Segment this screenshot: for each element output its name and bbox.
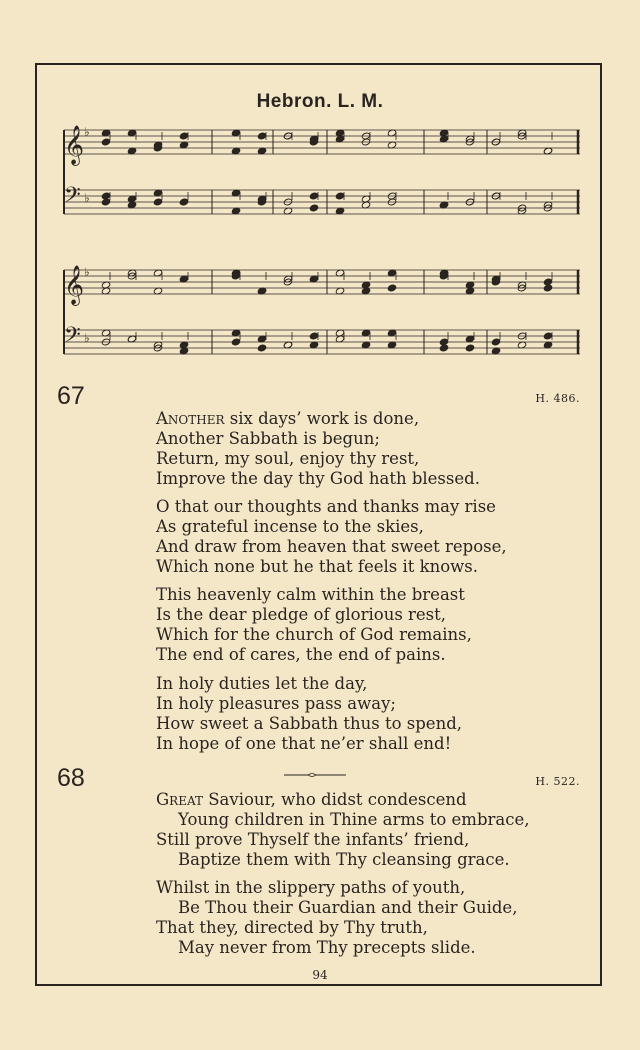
stanza — [156, 497, 507, 577]
note-head — [491, 338, 500, 346]
verse-line — [156, 790, 530, 810]
verse-initial-word: Another — [156, 409, 225, 428]
verse-line: In holy duties let the day, — [156, 674, 368, 693]
verse-line: Baptize them with Thy cleansing grace. — [178, 850, 510, 869]
verse-line: How sweet a Sabbath thus to spend, — [156, 714, 463, 733]
note-head — [309, 332, 318, 340]
verse-line: In holy pleasures pass away; — [156, 694, 396, 713]
verse-line: Which for the church of God remains, — [156, 625, 472, 644]
verse-line: Another Sabbath is begun; — [156, 429, 380, 448]
hymn-number-68: 68 — [57, 764, 85, 792]
stanza — [156, 878, 517, 958]
note-head — [179, 132, 188, 140]
tune-meter: L. M. — [337, 91, 384, 112]
hymn-reference-68: H. 522. — [535, 775, 580, 788]
flat-icon: ♭ — [84, 191, 90, 205]
stanza — [156, 790, 530, 870]
verse-line: Whilst in the slippery paths of youth, — [156, 878, 466, 897]
note-head — [335, 192, 344, 200]
note-head — [179, 198, 188, 206]
verse-line: May never from Thy precepts slide. — [178, 938, 476, 957]
flat-icon: ♭ — [84, 331, 90, 345]
music-score-svg — [60, 122, 585, 224]
ornamental-divider — [284, 773, 346, 777]
music-system-1 — [60, 122, 585, 224]
note-head — [257, 344, 266, 352]
music-system-2 — [60, 262, 585, 364]
music-score-svg — [60, 262, 585, 364]
verse-line: Which none but he that feels it knows. — [156, 557, 479, 576]
verse-line-rest: Saviour, who didst condescend — [203, 790, 467, 809]
flat-icon: ♭ — [84, 125, 90, 139]
verse-line: Improve the day thy God hath blessed. — [156, 469, 480, 488]
note-head — [309, 192, 318, 200]
verse-line: Is the dear pledge of glorious rest, — [156, 605, 447, 624]
bass-clef-icon: 𝄢 — [64, 183, 81, 213]
stanza — [156, 585, 472, 665]
verse-line: The end of cares, the end of pains. — [156, 645, 446, 664]
tune-name: Hebron. — [256, 91, 332, 112]
note-head — [257, 132, 266, 140]
note-head — [153, 198, 162, 206]
stanza — [156, 409, 480, 489]
verse-line: That they, directed by Thy truth, — [156, 918, 428, 937]
note-head — [439, 338, 448, 346]
note-head — [465, 344, 474, 352]
note-head — [309, 204, 318, 212]
tune-title — [0, 91, 640, 113]
hymn-number-67: 67 — [57, 382, 85, 410]
note-head — [231, 338, 240, 346]
verse-line-rest: six days’ work is done, — [224, 409, 420, 428]
verse-line: Return, my soul, enjoy thy rest, — [156, 449, 420, 468]
note-head — [387, 284, 396, 292]
verse-line: This heavenly calm within the breast — [156, 585, 465, 604]
verse-line: In hope of one that ne’er shall end! — [156, 734, 452, 753]
verse-line: Young children in Thine arms to embrace, — [178, 810, 530, 829]
stanza — [156, 674, 462, 754]
hymn-reference-67: H. 486. — [535, 392, 580, 405]
note-head — [543, 284, 552, 292]
note-head — [543, 332, 552, 340]
verse-line: And draw from heaven that sweet repose, — [156, 537, 507, 556]
treble-clef-icon: 𝄞 — [64, 125, 85, 165]
note-head — [101, 138, 110, 146]
verse-line: O that our thoughts and thanks may rise — [156, 497, 496, 516]
verse-line: As grateful incense to the skies, — [156, 517, 424, 536]
verse-line: Be Thou their Guardian and their Guide, — [178, 898, 518, 917]
verse-initial-word: Great — [156, 790, 203, 809]
treble-clef-icon: 𝄞 — [64, 265, 85, 305]
page-number: 94 — [312, 968, 328, 982]
verse-line: Still prove Thyself the infants’ friend, — [156, 830, 470, 849]
bass-clef-icon: 𝄢 — [64, 323, 81, 353]
flat-icon: ♭ — [84, 265, 90, 279]
note-head — [101, 198, 110, 206]
verse-line — [156, 409, 480, 429]
